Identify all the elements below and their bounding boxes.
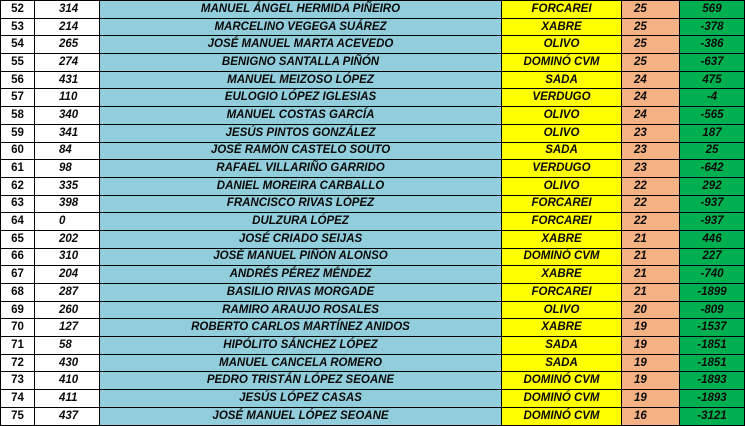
difference-cell: -1899	[680, 284, 745, 302]
difference-cell: -1893	[680, 372, 745, 390]
difference-cell: -809	[680, 301, 745, 319]
table-row	[1, 54, 745, 72]
table-row	[1, 107, 745, 125]
points-cell: 22	[622, 195, 680, 213]
club-cell: DOMINÓ CVM	[502, 372, 622, 390]
points-cell: 24	[622, 71, 680, 89]
table-row	[1, 266, 745, 284]
player-name-cell: RAMIRO ARAUJO ROSALES	[100, 301, 502, 319]
difference-cell: -386	[680, 36, 745, 54]
table-row	[1, 319, 745, 337]
points-cell: 21	[622, 230, 680, 248]
player-name-cell: DULZURA LÓPEZ	[100, 213, 502, 231]
difference-cell: -740	[680, 266, 745, 284]
points-cell: 21	[622, 266, 680, 284]
player-name-cell: RAFAEL VILLARIÑO GARRIDO	[100, 160, 502, 178]
position-cell: 69	[1, 301, 35, 319]
difference-cell: -637	[680, 54, 745, 72]
points-cell: 19	[622, 319, 680, 337]
dorsal-cell: 310	[35, 248, 100, 266]
difference-cell: -1537	[680, 319, 745, 337]
club-cell: XABRE	[502, 319, 622, 337]
player-name-cell: EULOGIO LÓPEZ IGLESIAS	[100, 89, 502, 107]
club-cell: XABRE	[502, 266, 622, 284]
table-row	[1, 89, 745, 107]
player-name-cell: BENIGNO SANTALLA PIÑÓN	[100, 54, 502, 72]
position-cell: 74	[1, 390, 35, 408]
dorsal-cell: 84	[35, 142, 100, 160]
position-cell: 67	[1, 266, 35, 284]
difference-cell: -642	[680, 160, 745, 178]
dorsal-cell: 204	[35, 266, 100, 284]
table-row	[1, 372, 745, 390]
club-cell: DOMINÓ CVM	[502, 390, 622, 408]
table-row	[1, 142, 745, 160]
dorsal-cell: 398	[35, 195, 100, 213]
dorsal-cell: 341	[35, 124, 100, 142]
position-cell: 58	[1, 107, 35, 125]
difference-cell: 187	[680, 124, 745, 142]
dorsal-cell: 127	[35, 319, 100, 337]
club-cell: OLIVO	[502, 36, 622, 54]
player-name-cell: MANUEL CANCELA ROMERO	[100, 354, 502, 372]
club-cell: OLIVO	[502, 124, 622, 142]
player-name-cell: JESÚS PINTOS GONZÁLEZ	[100, 124, 502, 142]
points-cell: 19	[622, 390, 680, 408]
points-cell: 24	[622, 107, 680, 125]
dorsal-cell: 265	[35, 36, 100, 54]
dorsal-cell: 410	[35, 372, 100, 390]
difference-cell: -1893	[680, 390, 745, 408]
club-cell: OLIVO	[502, 301, 622, 319]
dorsal-cell: 98	[35, 160, 100, 178]
dorsal-cell: 335	[35, 177, 100, 195]
points-cell: 23	[622, 124, 680, 142]
player-name-cell: JOSÉ MANUEL LÓPEZ SEOANE	[100, 407, 502, 425]
position-cell: 62	[1, 177, 35, 195]
dorsal-cell: 260	[35, 301, 100, 319]
position-cell: 65	[1, 230, 35, 248]
difference-cell: 25	[680, 142, 745, 160]
points-cell: 23	[622, 160, 680, 178]
club-cell: FORCAREI	[502, 284, 622, 302]
points-cell: 22	[622, 177, 680, 195]
player-name-cell: FRANCISCO RIVAS LÓPEZ	[100, 195, 502, 213]
position-cell: 66	[1, 248, 35, 266]
player-name-cell: DANIEL MOREIRA CARBALLO	[100, 177, 502, 195]
position-cell: 70	[1, 319, 35, 337]
difference-cell: 569	[680, 1, 745, 19]
dorsal-cell: 430	[35, 354, 100, 372]
points-cell: 19	[622, 372, 680, 390]
difference-cell: -3121	[680, 407, 745, 425]
dorsal-cell: 274	[35, 54, 100, 72]
player-name-cell: BASILIO RIVAS MORGADE	[100, 284, 502, 302]
points-cell: 23	[622, 142, 680, 160]
points-cell: 25	[622, 54, 680, 72]
table-row	[1, 230, 745, 248]
player-name-cell: JOSÉ RAMÓN CASTELO SOUTO	[100, 142, 502, 160]
position-cell: 57	[1, 89, 35, 107]
club-cell: FORCAREI	[502, 1, 622, 19]
club-cell: DOMINÓ CVM	[502, 54, 622, 72]
dorsal-cell: 411	[35, 390, 100, 408]
position-cell: 52	[1, 1, 35, 19]
table-row	[1, 390, 745, 408]
difference-cell: -1851	[680, 337, 745, 355]
points-cell: 22	[622, 213, 680, 231]
table-row	[1, 124, 745, 142]
position-cell: 68	[1, 284, 35, 302]
dorsal-cell: 110	[35, 89, 100, 107]
table-row	[1, 248, 745, 266]
player-name-cell: JESÚS LÓPEZ CASAS	[100, 390, 502, 408]
position-cell: 72	[1, 354, 35, 372]
position-cell: 59	[1, 124, 35, 142]
difference-cell: 475	[680, 71, 745, 89]
dorsal-cell: 340	[35, 107, 100, 125]
table-row	[1, 337, 745, 355]
position-cell: 63	[1, 195, 35, 213]
table-row	[1, 213, 745, 231]
dorsal-cell: 314	[35, 1, 100, 19]
table-row	[1, 354, 745, 372]
table-row	[1, 284, 745, 302]
position-cell: 75	[1, 407, 35, 425]
position-cell: 55	[1, 54, 35, 72]
position-cell: 64	[1, 213, 35, 231]
difference-cell: -937	[680, 195, 745, 213]
position-cell: 56	[1, 71, 35, 89]
player-name-cell: JOSÉ MANUEL MARTA ACEVEDO	[100, 36, 502, 54]
player-name-cell: HIPÓLITO SÁNCHEZ LÓPEZ	[100, 337, 502, 355]
difference-cell: -378	[680, 18, 745, 36]
difference-cell: -565	[680, 107, 745, 125]
club-cell: VERDUGO	[502, 89, 622, 107]
table-row	[1, 71, 745, 89]
difference-cell: 292	[680, 177, 745, 195]
dorsal-cell: 0	[35, 213, 100, 231]
position-cell: 53	[1, 18, 35, 36]
difference-cell: -937	[680, 213, 745, 231]
dorsal-cell: 287	[35, 284, 100, 302]
table-row	[1, 407, 745, 425]
position-cell: 60	[1, 142, 35, 160]
table-row	[1, 195, 745, 213]
player-name-cell: ANDRÉS PÉREZ MÉNDEZ	[100, 266, 502, 284]
club-cell: DOMINÓ CVM	[502, 407, 622, 425]
player-name-cell: JOSÉ MANUEL PIÑÓN ALONSO	[100, 248, 502, 266]
dorsal-cell: 437	[35, 407, 100, 425]
dorsal-cell: 431	[35, 71, 100, 89]
club-cell: FORCAREI	[502, 213, 622, 231]
player-name-cell: MARCELINO VEGEGA SUÁREZ	[100, 18, 502, 36]
club-cell: OLIVO	[502, 107, 622, 125]
table-row	[1, 36, 745, 54]
table-row	[1, 18, 745, 36]
club-cell: SADA	[502, 337, 622, 355]
position-cell: 54	[1, 36, 35, 54]
dorsal-cell: 202	[35, 230, 100, 248]
player-name-cell: PEDRO TRISTÁN LÓPEZ SEOANE	[100, 372, 502, 390]
points-cell: 21	[622, 248, 680, 266]
club-cell: OLIVO	[502, 177, 622, 195]
points-cell: 16	[622, 407, 680, 425]
player-name-cell: ROBERTO CARLOS MARTÍNEZ ANIDOS	[100, 319, 502, 337]
player-name-cell: MANUEL ÁNGEL HERMIDA PIÑEIRO	[100, 1, 502, 19]
table-row	[1, 301, 745, 319]
player-name-cell: JOSÉ CRIADO SEIJAS	[100, 230, 502, 248]
club-cell: SADA	[502, 142, 622, 160]
player-name-cell: MANUEL COSTAS GARCÍA	[100, 107, 502, 125]
difference-cell: -1851	[680, 354, 745, 372]
points-cell: 19	[622, 337, 680, 355]
dorsal-cell: 58	[35, 337, 100, 355]
points-cell: 25	[622, 1, 680, 19]
club-cell: XABRE	[502, 230, 622, 248]
club-cell: FORCAREI	[502, 195, 622, 213]
points-cell: 19	[622, 354, 680, 372]
position-cell: 71	[1, 337, 35, 355]
difference-cell: -4	[680, 89, 745, 107]
difference-cell: 227	[680, 248, 745, 266]
club-cell: XABRE	[502, 18, 622, 36]
table-row	[1, 177, 745, 195]
club-cell: SADA	[502, 71, 622, 89]
dorsal-cell: 214	[35, 18, 100, 36]
table-row	[1, 160, 745, 178]
points-cell: 25	[622, 36, 680, 54]
standings-body	[1, 1, 745, 426]
club-cell: DOMINÓ CVM	[502, 248, 622, 266]
position-cell: 73	[1, 372, 35, 390]
table-row	[1, 1, 745, 19]
club-cell: SADA	[502, 354, 622, 372]
points-cell: 24	[622, 89, 680, 107]
position-cell: 61	[1, 160, 35, 178]
points-cell: 20	[622, 301, 680, 319]
difference-cell: 446	[680, 230, 745, 248]
club-cell: VERDUGO	[502, 160, 622, 178]
points-cell: 25	[622, 18, 680, 36]
points-cell: 21	[622, 284, 680, 302]
player-name-cell: MANUEL MEIZOSO LÓPEZ	[100, 71, 502, 89]
